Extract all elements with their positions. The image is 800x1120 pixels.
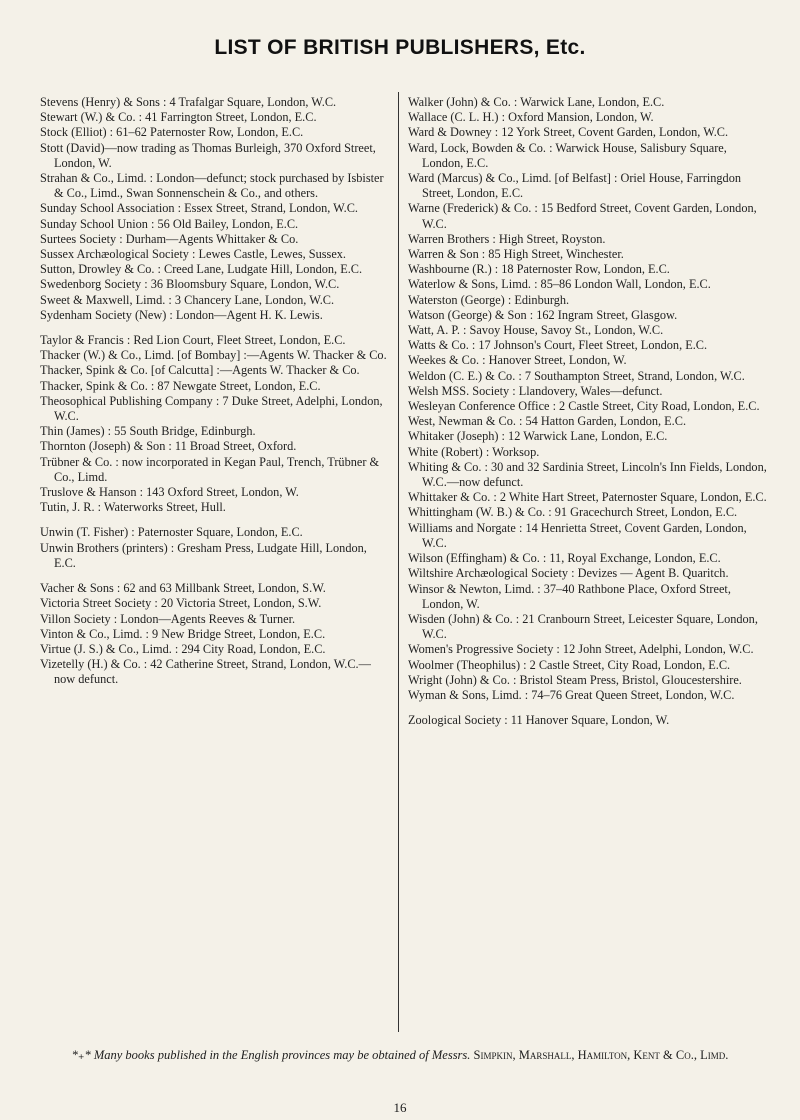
publisher-entry: Trübner & Co. : now incorporated in Kegan Paul, Trench, Trübner & Co., Limd. bbox=[40, 454, 380, 484]
publisher-entry: Sutton, Drowley & Co. : Creed Lane, Ludgate Hill, London, E.C. bbox=[40, 262, 363, 277]
publisher-entry: Thacker, Spink & Co. : 87 Newgate Street, London, E.C. bbox=[40, 378, 321, 393]
page-header: LIST OF BRITISH PUBLISHERS, Etc. bbox=[214, 36, 586, 59]
publisher-entry: Watson (George) & Son : 162 Ingram Street, Glasgow. bbox=[408, 307, 678, 322]
publisher-entry: Virtue (J. S.) & Co., Limd. : 294 City Road, London, E.C. bbox=[40, 641, 326, 656]
publisher-entry: Villon Society : London—Agents Reeves & Turner. bbox=[40, 611, 296, 626]
publisher-entry: Wiltshire Archæological Society : Devizes — Agent B. Quaritch. bbox=[408, 566, 729, 581]
publisher-entry: Weldon (C. E.) & Co. : 7 Southampton Street, Strand, London, W.C. bbox=[408, 368, 745, 383]
publisher-entry: Sunday School Union : 56 Old Bailey, London, E.C. bbox=[40, 216, 299, 231]
publisher-entry: Walker (John) & Co. : Warwick Lane, London, E.C. bbox=[408, 95, 665, 109]
publisher-entry: Ward, Lock, Bowden & Co. : Warwick House, Salisbury Square, London, E.C. bbox=[408, 140, 727, 170]
publisher-entry: Wyman & Sons, Limd. : 74–76 Great Queen Street, London, W.C. bbox=[408, 687, 735, 702]
publisher-entry: Truslove & Hanson : 143 Oxford Street, London, W. bbox=[40, 485, 299, 500]
publisher-entry: Women's Progressive Society : 12 John Street, Adelphi, London, W.C. bbox=[408, 642, 754, 657]
publisher-entry: Washbourne (R.) : 18 Paternoster Row, London, E.C. bbox=[408, 262, 670, 277]
right-column bbox=[408, 95, 770, 728]
publisher-entry: Whittingham (W. B.) & Co. : 91 Gracechurch Street, London, E.C. bbox=[408, 505, 738, 520]
publisher-entry: Sydenham Society (New) : London—Agent H. K. Lewis. bbox=[40, 307, 323, 322]
publisher-entry: Wisden (John) & Co. : 21 Cranbourn Street, Leicester Square, London, W.C. bbox=[408, 611, 758, 642]
publisher-entry: Thacker, Spink & Co. [of Calcutta] :—Agents W. Thacker & Co. bbox=[40, 363, 360, 378]
publisher-entry: Victoria Street Society : 20 Victoria Street, London, S.W. bbox=[40, 596, 322, 611]
publisher-entry: Thornton (Joseph) & Son : 11 Broad Street, Oxford. bbox=[40, 439, 297, 454]
publisher-entry: Whiting & Co. : 30 and 32 Sardinia Street, Lincoln's Inn Fields, London, W.C.—now defunct. bbox=[408, 459, 767, 490]
footnote-publisher: Simpkin, Marshall, Hamilton, Kent & Co., Limd. bbox=[473, 1048, 729, 1062]
publisher-entry: Taylor & Francis : Red Lion Court, Fleet Street, London, E.C. bbox=[40, 333, 346, 348]
publisher-entry: Wright (John) & Co. : Bristol Steam Press, Bristol, Gloucestershire. bbox=[408, 672, 742, 687]
publisher-entry: Vizetelly (H.) & Co. : 42 Catherine Street, Strand, London, W.C.—now defunct. bbox=[40, 657, 371, 687]
publisher-entry: Warne (Frederick) & Co. : 15 Bedford Street, Covent Garden, London, W.C. bbox=[408, 201, 757, 231]
publisher-entry: Thacker (W.) & Co., Limd. [of Bombay] :—Agents W. Thacker & Co. bbox=[40, 348, 387, 363]
publisher-entry: Whittaker & Co. : 2 White Hart Street, Paternoster Square, London, E.C. bbox=[408, 490, 767, 505]
publisher-entry: Tutin, J. R. : Waterworks Street, Hull. bbox=[40, 500, 226, 515]
publisher-entry: Ward & Downey : 12 York Street, Covent Garden, London, W.C. bbox=[408, 125, 729, 140]
publisher-entry: Stevens (Henry) & Sons : 4 Trafalgar Square, London, W.C. bbox=[40, 95, 337, 109]
publisher-entry: Swedenborg Society : 36 Bloomsbury Square, London, W.C. bbox=[40, 277, 340, 292]
publisher-entry: Weekes & Co. : Hanover Street, London, W. bbox=[408, 353, 627, 368]
publisher-entry: Woolmer (Theophilus) : 2 Castle Street, City Road, London, E.C. bbox=[408, 657, 731, 672]
publisher-entry: Wilson (Effingham) & Co. : 11, Royal Exchange, London, E.C. bbox=[408, 551, 721, 566]
publisher-entry: Wallace (C. L. H.) : Oxford Mansion, London, W. bbox=[408, 110, 654, 125]
publisher-entry: White (Robert) : Worksop. bbox=[408, 444, 540, 459]
footnote bbox=[60, 1047, 740, 1063]
publisher-entry: Watt, A. P. : Savoy House, Savoy St., London, W.C. bbox=[408, 323, 664, 338]
publisher-entry: Stock (Elliot) : 61–62 Paternoster Row, London, E.C. bbox=[40, 125, 304, 140]
publisher-entry: Theosophical Publishing Company : 7 Duke Street, Adelphi, London, W.C. bbox=[40, 393, 383, 424]
publisher-entry: Thin (James) : 55 South Bridge, Edinburgh. bbox=[40, 424, 256, 439]
publisher-entry: Ward (Marcus) & Co., Limd. [of Belfast] : Oriel House, Farringdon Street, London, E.C. bbox=[408, 171, 742, 201]
page-number: 16 bbox=[393, 1100, 407, 1115]
publisher-entry: Vacher & Sons : 62 and 63 Millbank Street, London, S.W. bbox=[40, 581, 326, 596]
publisher-entry: Stott (David)—now trading as Thomas Burleigh, 370 Oxford Street, London, W. bbox=[40, 140, 376, 170]
publisher-entry: Watts & Co. : 17 Johnson's Court, Fleet Street, London, E.C. bbox=[408, 338, 708, 353]
publisher-entry: Stewart (W.) & Co. : 41 Farrington Street, London, E.C. bbox=[40, 110, 317, 125]
publisher-entry: Waterston (George) : Edinburgh. bbox=[408, 292, 570, 307]
publisher-entry: Welsh MSS. Society : Llandovery, Wales—defunct. bbox=[408, 383, 663, 398]
publisher-entry: Strahan & Co., Limd. : London—defunct; stock purchased by Isbister & Co., Limd., Swan Sonnenschein & Co., and others. bbox=[40, 171, 384, 201]
publisher-entry: Sweet & Maxwell, Limd. : 3 Chancery Lane, London, W.C. bbox=[40, 292, 335, 307]
publisher-entry: Warren & Son : 85 High Street, Winchester. bbox=[408, 247, 624, 262]
publisher-entry: Winsor & Newton, Limd. : 37–40 Rathbone Place, Oxford Street, London, W. bbox=[408, 581, 731, 611]
publisher-entry: West, Newman & Co. : 54 Hatton Garden, London, E.C. bbox=[408, 414, 687, 429]
publisher-entry: Warren Brothers : High Street, Royston. bbox=[408, 231, 606, 246]
publisher-entry: Sussex Archæological Society : Lewes Castle, Lewes, Sussex. bbox=[40, 247, 347, 262]
publisher-entry: Sunday School Association : Essex Street, Strand, London, W.C. bbox=[40, 201, 359, 216]
publisher-entry: Waterlow & Sons, Limd. : 85–86 London Wall, London, E.C. bbox=[408, 277, 711, 292]
publisher-entry: Wesleyan Conference Office : 2 Castle Street, City Road, London, E.C. bbox=[408, 399, 760, 414]
column-divider bbox=[398, 92, 399, 1032]
publisher-entry: Unwin Brothers (printers) : Gresham Press, Ludgate Hill, London, E.C. bbox=[40, 540, 367, 570]
publisher-entry: Surtees Society : Durham—Agents Whittaker & Co. bbox=[40, 231, 299, 246]
publisher-entry: Williams and Norgate : 14 Henrietta Street, Covent Garden, London, W.C. bbox=[408, 520, 747, 550]
publisher-entry: Zoological Society : 11 Hanover Square, London, W. bbox=[408, 713, 670, 728]
left-column bbox=[40, 95, 388, 688]
publisher-entry: Vinton & Co., Limd. : 9 New Bridge Street, London, E.C. bbox=[40, 626, 326, 641]
publisher-entry: Whitaker (Joseph) : 12 Warwick Lane, London, E.C. bbox=[408, 429, 668, 444]
footnote-italic: *₊* Many books published in the English provinces may be obtained of Messrs. bbox=[71, 1048, 471, 1062]
publisher-entry: Unwin (T. Fisher) : Paternoster Square, London, E.C. bbox=[40, 525, 303, 540]
